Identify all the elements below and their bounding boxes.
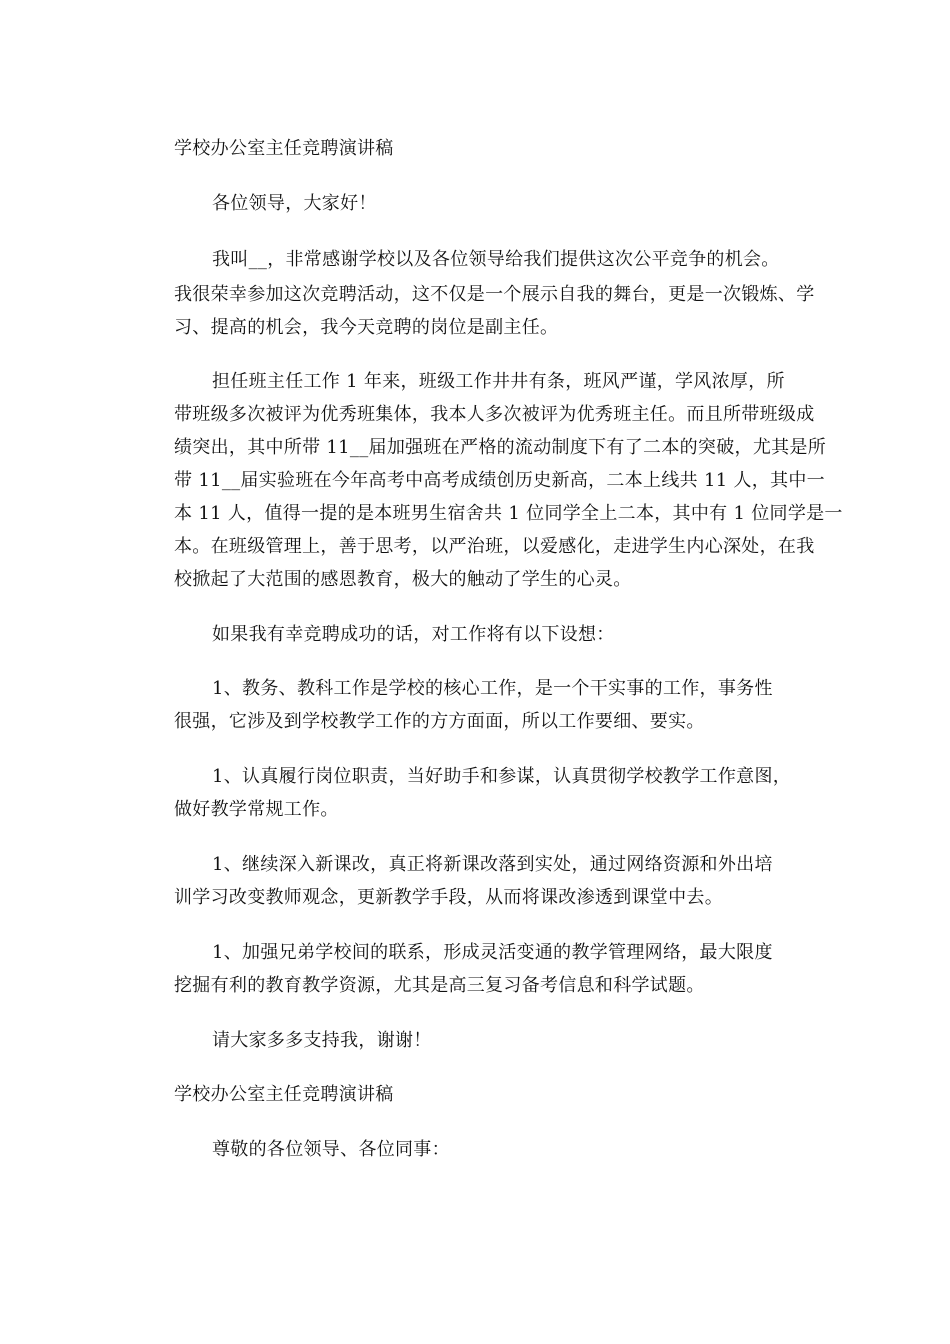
paragraph-line: 1、继续深入新课改，真正将新课改落到实处，通过网络资源和外出培 [212,854,773,875]
paragraph-line: 1、认真履行岗位职责，当好助手和参谋，认真贯彻学校教学工作意图， [212,766,792,787]
paragraph-line: 习、提高的机会，我今天竞聘的岗位是副主任。 [174,317,559,338]
paragraph-line: 本 11 人，值得一提的是本班男生宿舍共 1 位同学全上二本，其中有 1 位同学是一 [174,503,843,524]
paragraph-line: 本。在班级管理上，善于思考，以严治班，以爱感化，走进学生内心深处，在我 [174,536,815,557]
document-title: 学校办公室主任竞聘演讲稿 [174,138,394,159]
closing-text: 请大家多多支持我，谢谢！ [212,1030,432,1051]
paragraph-line: 训学习改变教师观念，更新教学手段，从而将课改渗透到课堂中去。 [174,887,723,908]
paragraph-line: 很强，它涉及到学校教学工作的方方面面，所以工作要细、要实。 [174,711,705,732]
paragraph-line: 1、加强兄弟学校间的联系，形成灵活变通的教学管理网络，最大限度 [212,942,773,963]
paragraph-line: 带 11__届实验班在今年高考中高考成绩创历史新高，二本上线共 11 人，其中一 [174,470,825,491]
paragraph-line: 绩突出，其中所带 11__届加强班在严格的流动制度下有了二本的突破，尤其是所 [174,437,827,458]
paragraph-line: 我很荣幸参加这次竞聘活动，这不仅是一个展示自我的舞台，更是一次锻炼、学 [174,284,815,305]
paragraph-line: 做好教学常规工作。 [174,799,339,820]
paragraph-line: 担任班主任工作 1 年来，班级工作井井有条，班风严谨，学风浓厚，所 [212,371,785,392]
paragraph-line: 1、教务、教科工作是学校的核心工作，是一个干实事的工作，事务性 [212,678,773,699]
paragraph-line: 带班级多次被评为优秀班集体，我本人多次被评为优秀班主任。而且所带班级成 [174,404,815,425]
paragraph-plan-intro: 如果我有幸竞聘成功的话，对工作将有以下设想： [212,624,615,645]
paragraph-line: 挖掘有利的教育教学资源，尤其是高三复习备考信息和科学试题。 [174,975,705,996]
greeting: 各位领导，大家好！ [212,193,377,214]
document-title-2: 学校办公室主任竞聘演讲稿 [174,1084,394,1105]
paragraph-line: 我叫__，非常感谢学校以及各位领导给我们提供这次公平竞争的机会。 [212,249,780,270]
paragraph-line: 校掀起了大范围的感恩教育，极大的触动了学生的心灵。 [174,569,632,590]
greeting-2: 尊敬的各位领导、各位同事： [212,1139,450,1160]
